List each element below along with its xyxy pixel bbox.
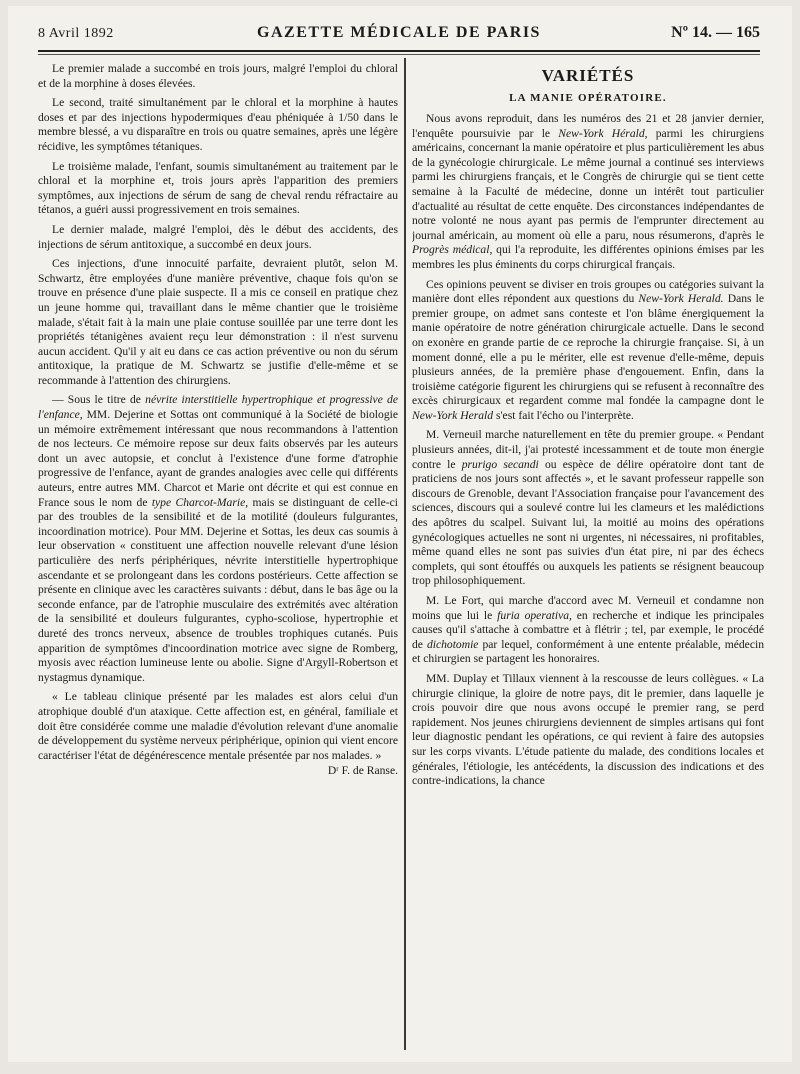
column-divider bbox=[404, 58, 406, 1050]
paragraph bbox=[38, 393, 398, 685]
paragraph bbox=[412, 278, 764, 424]
header-rule bbox=[38, 54, 760, 55]
issue-date: 8 Avril 1892 bbox=[38, 26, 114, 41]
text-run: ou espèce de délire opératoire dont tant de praticiens de nos jours sont affectés », et le savant professeur rappelle son discours de Grenoble, devant l'Association française pour l'avancement des sciences, discours qui a soulevé contre lui les clameurs et les malédictions des apôtres du scalpel. Suivant lui, la moitié au moins des opérations gynécologiques actuelles ne sont ni urgentes, ni nécessaires, ni profitables, même quand elles ne sont pas suivies d'un état pire, ni par des échecs complets, qui sont étouffés ou auxquels les patients se résignent beaucoup trop philosophiquement. bbox=[412, 457, 764, 588]
paragraph bbox=[412, 112, 764, 273]
section-heading: VARIÉTÉS bbox=[541, 66, 635, 85]
italic-term: Progrès médical, bbox=[412, 243, 493, 257]
text-run: Dans le premier groupe, on admet sans conteste et l'on blâme énergiquement la manie opératoire de notre génération chirurgicale actuelle. Dans le second on exonère en grande partie de ce reproche la chirurgie française. Si, à un moment donné, elle a pu le mériter, elle est revenue d'elle-même, depuis plusieurs années, de la première phase d'engouement. Enfin, dans la troisième catégorie figurent les chirurgiens qui se refusent à reconnaître des excès chirurgicaux et regardent comme mal fondée la campagne dont le bbox=[412, 292, 764, 408]
text-run: Ces opinions peuvent se diviser en trois groupes ou catégories suivant la manière dont elles répondent aux questions du bbox=[412, 277, 764, 306]
paragraph: Le troisième malade, l'enfant, soumis simultanément au traitement par le chloral et la morphine et, trois jours après l'apparition des premiers symptômes, aux injections de sérum de sang de cheval rendu réfractaire au tétanos, a guéri aussi progressivement en trois semaines. bbox=[38, 159, 398, 217]
italic-term: dichotomie bbox=[426, 637, 479, 651]
page-header bbox=[38, 16, 760, 52]
italic-term: New-York Hérald, bbox=[558, 126, 648, 140]
article-title: LA MANIE OPÉRATOIRE. bbox=[509, 92, 667, 104]
paragraph: Le premier malade a succombé en trois jours, malgré l'emploi du chloral et de la morphine à doses élevées. bbox=[38, 62, 398, 90]
author-signature: Dʳ F. de Ranse. bbox=[327, 764, 398, 778]
text-run: parmi les chirurgiens américains, concernant la manie opératoire et plus particulièrement les abus de la gynécologie chirurgicale. Le même journal a continué ses interviews parmi les chirurgiens français, et le Congrès de chirurgie qui se tient cette semaine à la Faculté de médecine, donne un intérêt tout particulier d'actualité au résultat de cette enquête. Des circonstances indépendantes de notre volonté ne nous ayant pas permis de l'emprunter directement au journal américain, au moment où elle a paru, nous résumerons, d'après le bbox=[412, 126, 764, 242]
paragraph: Le second, traité simultanément par le chloral et la morphine à hautes doses et par des injections hypodermiques d'eau phéniquée à 1/50 dans le membre blessé, a vu disparaître en trois ou quatre semaines, après une légère récidive, les symptômes tétaniques. bbox=[38, 96, 398, 153]
paragraph bbox=[412, 594, 764, 667]
text-run: — Sous le titre de bbox=[52, 393, 146, 407]
newspaper-page bbox=[8, 6, 792, 1062]
text-run: en recherche et indique les principales causes qu'il s'attache à combattre et à flétrir ; tel, par exemple, le procédé de bbox=[412, 608, 764, 651]
right-column bbox=[412, 62, 764, 1048]
text-run: M. Le Fort, qui marche d'accord avec M. Verneuil et condamne non moins que lui le bbox=[412, 594, 764, 622]
paragraph: Ces injections, d'une innocuité parfaite, devraient plutôt, selon M. Schwartz, être employées d'une manière préventive, chaque fois qu'on se trouve en présence d'une plaie suspecte. Il a mis ce conseil en pratique chez un jeune homme qui, travaillant dans le même chantier que le troisième malade, s'était fait à la main une plaie contuse souillée par une terre dont les propriétés tétanigènes avaient reçu leur démonstration : il n'est survenu aucun accident. Qu'il y ait eu dans ce cas action préventive ou non du sérum antitoxique, la pratique de M. Schwartz se justifie d'elle-même et se recommande à l'attention des chirurgiens. bbox=[38, 257, 398, 387]
text-run: par lequel, conformément à une entente préalable, médecin et chirurgien se partagent les honoraires. bbox=[412, 637, 764, 666]
paragraph bbox=[412, 428, 764, 589]
left-column bbox=[38, 62, 398, 1048]
italic-term: prurigo secandi bbox=[461, 457, 539, 471]
italic-term: type Charcot-Marie, bbox=[151, 495, 249, 509]
text-run: s'est fait l'écho ou l'interprète. bbox=[493, 408, 634, 422]
publication-title: GAZETTE MÉDICALE DE PARIS bbox=[257, 24, 541, 41]
text-run: mais se distinguant de celle-ci par des troubles de la sensibilité et de la motilité (douleurs fulgurantes, incoordination motrice). Pour MM. Dejerine et Sottas, les deux cas soumis à leur observation « constituent une affection nouvelle relevant d'une lésion particulière des nerfs périphériques, névrite interstitielle hypertrophique ascendante et se prolongeant dans les cordons postérieurs. Cette affection se présente en clinique avec les caractères suivants : début, dans le bas âge ou la seconde enfance, par de l'atrophie musculaire des extrémités avec altération de la sensibilité et douleurs fulgurantes, cypho-scoliose, hypertrophie et dureté des troncs nerveux, absence de troubles trophiques cutanés. Puis apparition de symptômes d'incoordination motrice avec signe de Romberg, myosis avec réaction lumineuse lente ou abolie. Signe d'Argyll-Robertson et nystagmus dynamique. bbox=[38, 495, 398, 684]
text-run: qui l'a reproduite, les différentes opinions émises par les membres les plus éminents du corps chirurgical français. bbox=[412, 243, 764, 271]
text-run: M. Verneuil marche naturellement en tête du premier groupe. « Pendant plusieurs années, dit-il, j'ai protesté incessamment et de toute mon énergie contre le bbox=[412, 428, 764, 471]
italic-term: New-York Herald. bbox=[638, 292, 724, 306]
italic-term: New-York Herald bbox=[412, 408, 494, 422]
text-run: Nous avons reproduit, dans les numéros des 21 et 28 janvier dernier, l'enquête poursuivie par le bbox=[412, 112, 764, 140]
italic-term: furia operativa, bbox=[497, 608, 572, 622]
paragraph: « Le tableau clinique présenté par les malades est alors celui d'un atrophique doublé d'un ataxique. Cette affection est, en général, familiale et doit être considérée comme une maladie d'évolution relevant d'une anomalie de développement du système nerveux périphérique, opinion qui vient encore caractériser l'état de dégénérescence mentale présentée par nos malades. » bbox=[38, 690, 398, 762]
issue-page-number: Nº 14. — 165 bbox=[671, 24, 760, 41]
paragraph: MM. Duplay et Tillaux viennent à la rescousse de leurs collègues. « La chirurgie clinique, la gloire de notre pays, dit le premier, dans laquelle je crois pouvoir dire que nous avons occupé le premier rang, se perd rapidement. Nos jeunes chirurgiens deviennent de simples artisans qui font leur diagnostic pendant les opérations, ce qui revient à faire des autopsies sur les corps vivants. L'étude patiente du malade, des conditions locales et générales, l'étiologie, les antécédents, la discussion des indications et des contre-indications, la chance bbox=[412, 671, 764, 788]
paragraph: Le dernier malade, malgré l'emploi, dès le début des accidents, des injections de sérum antitoxique, a succombé en deux jours. bbox=[38, 222, 398, 251]
text-run: MM. Dejerine et Sottas ont communiqué à la Société de biologie un mémoire extrêmement intéressant que nous recommandons à l'attention de nos lecteurs. Ce mémoire repose sur deux faits observés par les auteurs dont un avec autopsie, et conclut à l'existence d'une forme d'atrophie progressive de l'enfance, ayant de grandes analogies avec celle qui différents auteurs, entre autres MM. Charcot et Marie ont décrite et qui est connue en France sous le nom de bbox=[38, 408, 398, 509]
italic-title: névrite interstitielle hypertrophique et progressive de l'enfance, bbox=[38, 393, 398, 422]
